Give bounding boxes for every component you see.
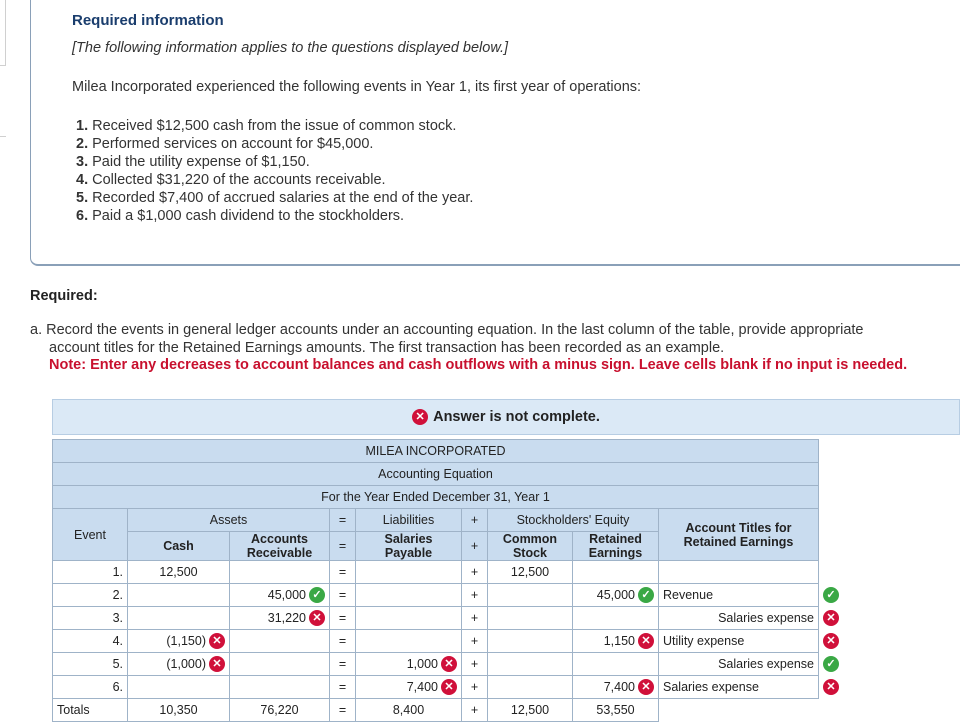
totals-row <box>53 699 844 722</box>
correct-icon: ✓ <box>823 656 839 672</box>
plus-header: + <box>462 532 488 561</box>
account-titles-header: Account Titles for Retained Earnings <box>659 509 819 561</box>
applies-note: [The following information applies to the questions displayed below.] <box>72 40 509 56</box>
table-row <box>53 676 844 699</box>
equals-sign: = <box>330 561 356 584</box>
cash-header: Cash <box>128 532 230 561</box>
re-input[interactable] <box>573 607 659 630</box>
title-input[interactable]: Revenue <box>659 584 819 607</box>
part-a-line-2: account titles for the Retained Earnings amounts. The first transaction has been recorded as an example. <box>49 340 725 356</box>
left-edge-panel <box>0 0 6 66</box>
event-number: 4. <box>53 630 128 653</box>
table-row <box>53 630 844 653</box>
event-number: 6. <box>53 676 128 699</box>
cs-input[interactable] <box>488 676 573 699</box>
equals-sign: = <box>330 607 356 630</box>
sp-input[interactable] <box>356 584 462 607</box>
correct-icon: ✓ <box>309 587 325 603</box>
incorrect-icon: ✕ <box>209 633 225 649</box>
event-item: 6. Paid a $1,000 cash dividend to the stockholders. <box>76 208 405 224</box>
plus-sign: + <box>462 699 488 722</box>
ar-input[interactable]: 31,220 ✕ <box>230 607 330 630</box>
table-row <box>53 607 844 630</box>
plus-sign: + <box>462 653 488 676</box>
title-input[interactable] <box>659 561 819 584</box>
event-item: 2. Performed services on account for $45,000. <box>76 136 374 152</box>
title-input[interactable]: Salaries expense <box>659 607 819 630</box>
cash-input[interactable] <box>128 676 230 699</box>
re-input[interactable] <box>573 561 659 584</box>
cash-input[interactable] <box>128 607 230 630</box>
statement-name: Accounting Equation <box>53 463 819 486</box>
cs-cell: 12,500 <box>488 561 573 584</box>
totals-label: Totals <box>53 699 128 722</box>
ar-input[interactable] <box>230 676 330 699</box>
equals-sign: = <box>330 699 356 722</box>
table-row <box>53 653 844 676</box>
plus-sign: + <box>462 561 488 584</box>
sp-input[interactable] <box>356 607 462 630</box>
event-number: 2. <box>53 584 128 607</box>
sp-total: 8,400 <box>356 699 462 722</box>
correct-icon: ✓ <box>823 587 839 603</box>
cash-total: 10,350 <box>128 699 230 722</box>
assets-header: Assets <box>128 509 330 532</box>
accounting-equation-table <box>52 439 843 722</box>
cash-input[interactable] <box>128 584 230 607</box>
incorrect-icon: ✕ <box>412 409 428 425</box>
cash-input[interactable]: (1,150) ✕ <box>128 630 230 653</box>
cs-input[interactable] <box>488 630 573 653</box>
ar-total: 76,220 <box>230 699 330 722</box>
event-item: 3. Paid the utility expense of $1,150. <box>76 154 310 170</box>
plus-sign: + <box>462 607 488 630</box>
re-input[interactable]: 45,000 ✓ <box>573 584 659 607</box>
retained-earnings-header: Retained Earnings <box>573 532 659 561</box>
event-number: 5. <box>53 653 128 676</box>
re-total: 53,550 <box>573 699 659 722</box>
sp-input[interactable] <box>356 630 462 653</box>
part-a-line-1: a. Record the events in general ledger accounts under an accounting equation. In the last column of the table, provide appropriate <box>30 322 864 338</box>
part-a-instructions <box>30 321 950 357</box>
intro-text: Milea Incorporated experienced the following events in Year 1, its first year of operations: <box>72 79 642 95</box>
sp-input[interactable]: 7,400 ✕ <box>356 676 462 699</box>
common-stock-header: Common Stock <box>488 532 573 561</box>
incorrect-icon: ✕ <box>823 610 839 626</box>
answer-status-banner <box>52 399 960 435</box>
ar-input[interactable] <box>230 561 330 584</box>
entry-note: Note: Enter any decreases to account balances and cash outflows with a minus sign. Leave cells blank if no input is needed. <box>49 357 908 373</box>
event-item: 1. Received $12,500 cash from the issue of common stock. <box>76 118 457 134</box>
title-input[interactable]: Salaries expense <box>659 653 819 676</box>
incorrect-icon: ✕ <box>823 633 839 649</box>
salaries-payable-header: Salaries Payable <box>356 532 462 561</box>
incorrect-icon: ✕ <box>441 656 457 672</box>
incorrect-icon: ✕ <box>209 656 225 672</box>
re-input[interactable]: 1,150 ✕ <box>573 630 659 653</box>
incorrect-icon: ✕ <box>441 679 457 695</box>
event-header: Event <box>53 509 128 561</box>
equals-sign: = <box>330 630 356 653</box>
statement-period: For the Year Ended December 31, Year 1 <box>53 486 819 509</box>
re-input[interactable] <box>573 653 659 676</box>
incorrect-icon: ✕ <box>638 633 654 649</box>
plus-header: + <box>462 509 488 532</box>
ar-input[interactable]: 45,000 ✓ <box>230 584 330 607</box>
accounts-receivable-header: Accounts Receivable <box>230 532 330 561</box>
cash-input[interactable]: (1,000) ✕ <box>128 653 230 676</box>
events-list <box>76 117 473 225</box>
correct-icon: ✓ <box>638 587 654 603</box>
table-row <box>53 561 844 584</box>
equals-sign: = <box>330 653 356 676</box>
event-item: 5. Recorded $7,400 of accrued salaries at the end of the year. <box>76 190 474 206</box>
equals-sign: = <box>330 676 356 699</box>
event-number: 1. <box>53 561 128 584</box>
equals-sign: = <box>330 584 356 607</box>
cs-input[interactable] <box>488 607 573 630</box>
ar-input[interactable] <box>230 630 330 653</box>
re-input[interactable]: 7,400 ✕ <box>573 676 659 699</box>
incorrect-icon: ✕ <box>638 679 654 695</box>
required-information-title: Required information <box>72 12 224 29</box>
title-input[interactable]: Utility expense <box>659 630 819 653</box>
plus-sign: + <box>462 630 488 653</box>
required-label: Required: <box>30 288 98 304</box>
equity-header: Stockholders' Equity <box>488 509 659 532</box>
liabilities-header: Liabilities <box>356 509 462 532</box>
company-name: MILEA INCORPORATED <box>53 440 819 463</box>
sp-input[interactable]: 1,000 ✕ <box>356 653 462 676</box>
incorrect-icon: ✕ <box>823 679 839 695</box>
cash-cell: 12,500 <box>128 561 230 584</box>
cs-total: 12,500 <box>488 699 573 722</box>
event-item: 4. Collected $31,220 of the accounts receivable. <box>76 172 386 188</box>
plus-sign: + <box>462 584 488 607</box>
sp-input[interactable] <box>356 561 462 584</box>
cs-input[interactable] <box>488 653 573 676</box>
ar-input[interactable] <box>230 653 330 676</box>
cs-input[interactable] <box>488 584 573 607</box>
plus-sign: + <box>462 676 488 699</box>
equals-header: = <box>330 532 356 561</box>
left-edge-divider <box>0 136 6 137</box>
equals-header: = <box>330 509 356 532</box>
incorrect-icon: ✕ <box>309 610 325 626</box>
title-input[interactable]: Salaries expense <box>659 676 819 699</box>
answer-status-text: Answer is not complete. <box>433 409 600 425</box>
table-row <box>53 584 844 607</box>
event-number: 3. <box>53 607 128 630</box>
